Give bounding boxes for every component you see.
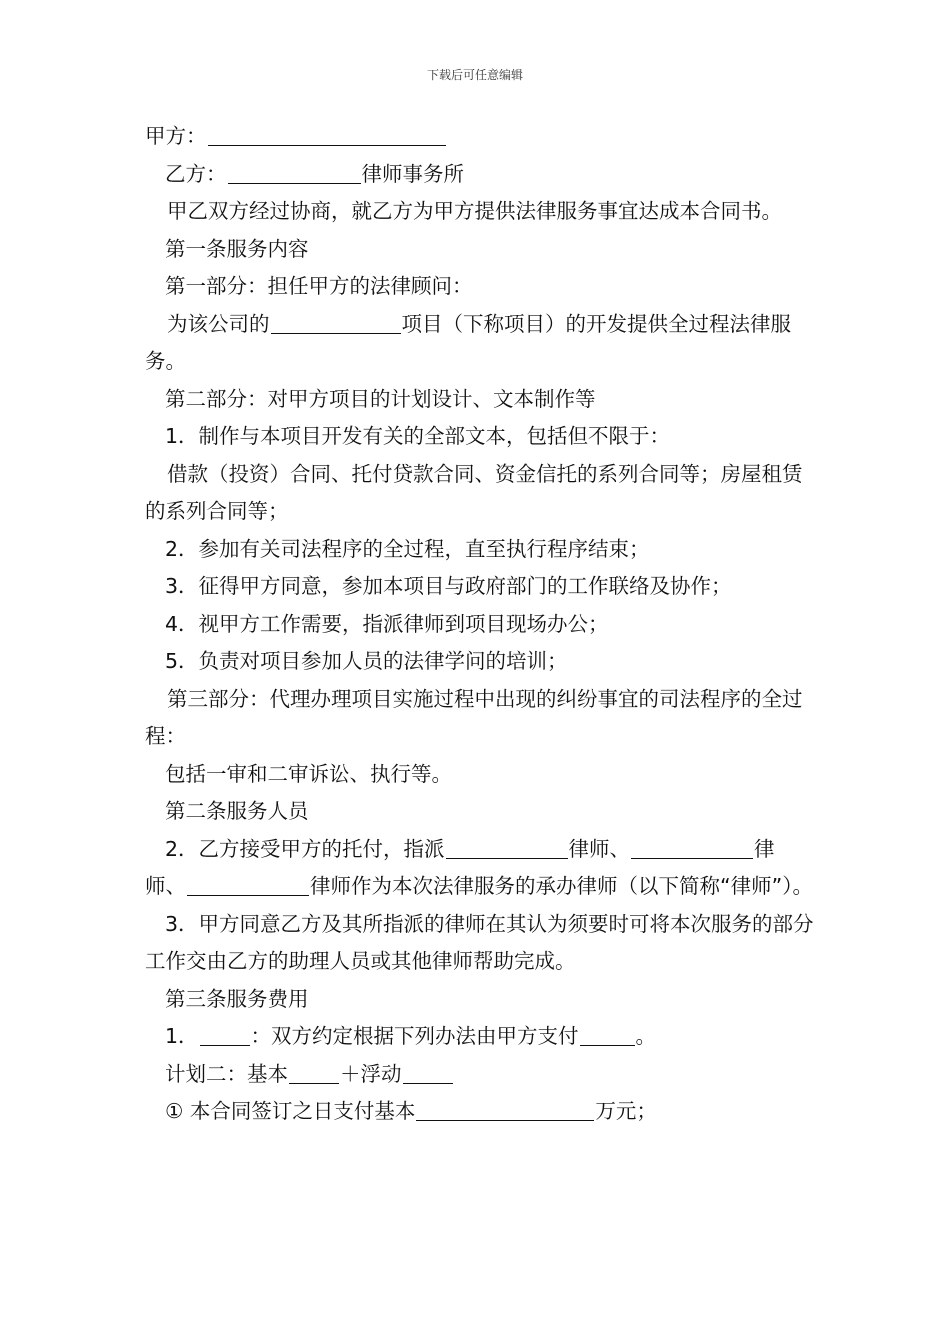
party-b-line: 乙方： 律师事务所 xyxy=(165,161,464,186)
blank-base[interactable] xyxy=(289,1063,339,1084)
plan-two-line: 计划二：基本 ＋浮动 xyxy=(145,1056,815,1094)
blank-lawyer-1[interactable] xyxy=(446,838,568,859)
item-2: 2．参加有关司法程序的全过程，直至执行程序结束； xyxy=(165,536,650,561)
intro-paragraph: 甲乙双方经过协商，就乙方为甲方提供法律服务事宜达成本合同书。 xyxy=(167,199,782,223)
page-header: 下载后可任意编辑 xyxy=(426,68,523,82)
fee-clause: 1． ：双方约定根据下列办法由甲方支付 。 xyxy=(165,1024,657,1048)
blank-lawyer-3[interactable] xyxy=(187,875,309,896)
party-a-line: 甲方： xyxy=(145,118,815,156)
item-3: 3．征得甲方同意，参加本项目与政府部门的工作联络及协作； xyxy=(165,574,732,598)
part-three-text: 包括一审和二审诉讼、执行等。 xyxy=(165,761,452,786)
blank-fee-amount[interactable] xyxy=(580,1025,635,1046)
blank-base-amount[interactable] xyxy=(416,1100,594,1121)
blank-party-b[interactable] xyxy=(228,163,361,184)
item-1-detail: 借款（投资）合同、托付贷款合同、资金信托的系列合同等；房屋租赁的系列合同等； xyxy=(145,461,803,523)
part-three-heading: 第三部分：代理办理项目实施过程中出现的纠纷事宜的司法程序的全过程： xyxy=(145,686,803,748)
lawyer-assignment: 2．乙方接受甲方的托付，指派 律师、 律师、 律师作为本次法律服务的承办律师（以下简称“律师”）。 xyxy=(145,836,813,898)
article-three-heading: 第三条服务费用 xyxy=(165,986,309,1011)
blank-fee-type[interactable] xyxy=(200,1025,250,1046)
payment-item-1: ① 本合同签订之日支付基本 万元； xyxy=(165,1099,657,1123)
blank-lawyer-2[interactable] xyxy=(631,838,753,859)
article-two-heading: 第二条服务人员 xyxy=(165,799,309,823)
item-5: 5．负责对项目参加人员的法律学问的培训； xyxy=(165,649,568,673)
part-two-heading: 第二部分：对甲方项目的计划设计、文本制作等 xyxy=(165,386,596,411)
article-one-heading: 第一条服务内容 xyxy=(165,236,309,261)
blank-floating[interactable] xyxy=(403,1063,453,1084)
item-1: 1．制作与本项目开发有关的全部文本，包括但不限于： xyxy=(165,424,671,448)
blank-party-a[interactable] xyxy=(208,125,446,146)
part-one-heading: 第一部分：担任甲方的法律顾问： xyxy=(165,274,473,298)
blank-project-name[interactable] xyxy=(271,313,401,334)
item-4: 4．视甲方工作需要，指派律师到项目现场办公； xyxy=(165,611,609,636)
assistant-clause: 3．甲方同意乙方及其所指派的律师在其认为须要时可将本次服务的部分工作交由乙方的助理人员或其他律师帮助完成。 xyxy=(145,911,814,973)
contract-body xyxy=(145,118,815,1131)
part-one-text: 为该公司的 项目（下称项目）的开发提供全过程法律服务。 xyxy=(145,311,791,373)
